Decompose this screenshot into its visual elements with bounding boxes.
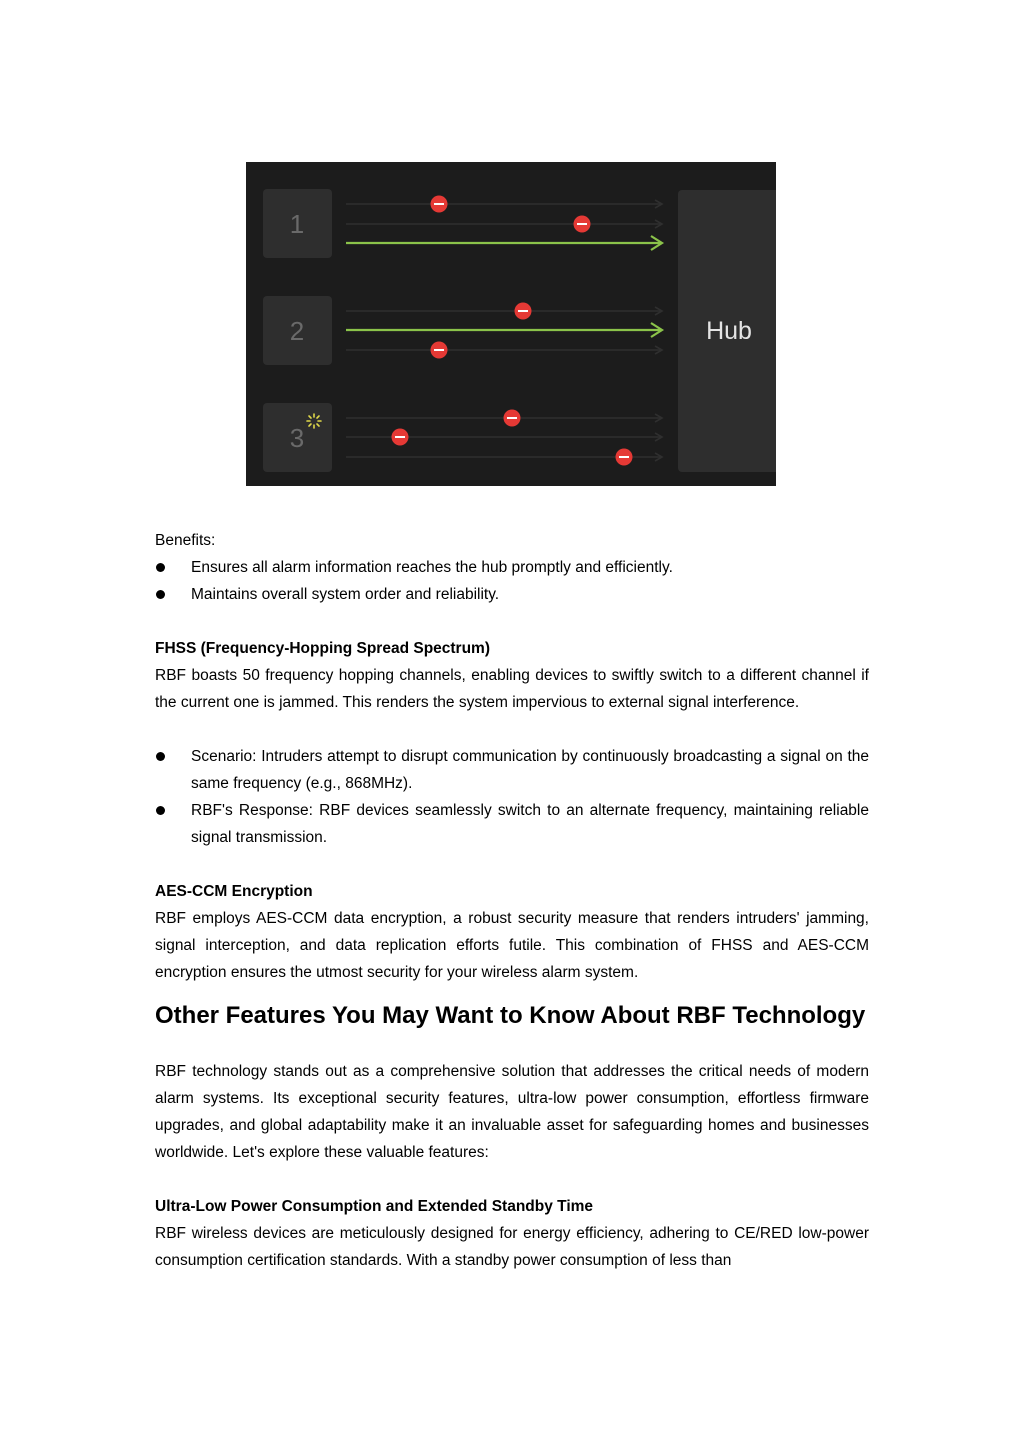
fhss-heading: FHSS (Frequency-Hopping Spread Spectrum) — [155, 640, 491, 657]
hub-label: Hub — [706, 317, 752, 345]
list-item — [155, 581, 869, 608]
section-title: Other Features You May Want to Know About RBF Technology — [155, 1002, 866, 1029]
other-body: RBF technology stands out as a comprehensive solution that addresses the critical needs of modern alarm systems. Its exceptional security features, ultra-low power consumption, effortless firmware upgrades, and global adaptability make it an invaluable asset for safeguarding homes and businesses worldwide. Let's explore these valuable features: — [155, 1063, 869, 1161]
fhss-list — [155, 743, 869, 851]
device-1-label: 1 — [289, 209, 305, 239]
blocked-icon — [392, 429, 409, 446]
bullet-icon — [156, 563, 165, 572]
blocked-icon — [616, 449, 633, 466]
device-2-label: 2 — [289, 316, 305, 346]
bullet-icon — [156, 806, 165, 815]
list-item-text: Scenario: Intruders attempt to disrupt communication by continuously broadcasting a signal on the same frequency (e.g., 868MHz). — [191, 748, 869, 792]
fhss-body: RBF boasts 50 frequency hopping channels, enabling devices to swiftly switch to a different channel if the current one is jammed. This renders the system impervious to external signal interference. — [155, 667, 869, 711]
benefits-heading: Benefits: — [155, 532, 216, 549]
diagram-canvas — [246, 162, 776, 486]
ulp-body: RBF wireless devices are meticulously designed for energy efficiency, adhering to CE/RED low-power consumption certification standards. With a standby power consumption of less than — [155, 1225, 869, 1269]
list-item — [155, 743, 869, 797]
list-item-text: Maintains overall system order and reliability. — [191, 586, 500, 603]
aes-heading: AES-CCM Encryption — [155, 883, 313, 900]
article-body — [155, 527, 869, 1274]
bullet-icon — [156, 752, 165, 761]
list-item-text: RBF's Response: RBF devices seamlessly switch to an alternate frequency, maintaining reliable signal transmission. — [191, 802, 869, 846]
list-item-text: Ensures all alarm information reaches the hub promptly and efficiently. — [191, 559, 673, 576]
aes-body: RBF employs AES-CCM data encryption, a robust security measure that renders intruders' jamming, signal interception, and data replication efforts futile. This combination of FHSS and AES-CCM encryption ensures the utmost security for your wireless alarm system. — [155, 910, 869, 981]
benefits-list — [155, 554, 869, 608]
blocked-icon — [504, 410, 521, 427]
ulp-heading: Ultra-Low Power Consumption and Extended Standby Time — [155, 1198, 594, 1215]
device-3-label: 3 — [289, 423, 305, 453]
list-item — [155, 554, 869, 581]
bullet-icon — [156, 590, 165, 599]
frequency-hopping-diagram — [246, 162, 776, 486]
blocked-icon — [574, 216, 591, 233]
blocked-icon — [431, 196, 448, 213]
list-item — [155, 797, 869, 851]
blocked-icon — [515, 303, 532, 320]
blocked-icon — [431, 342, 448, 359]
